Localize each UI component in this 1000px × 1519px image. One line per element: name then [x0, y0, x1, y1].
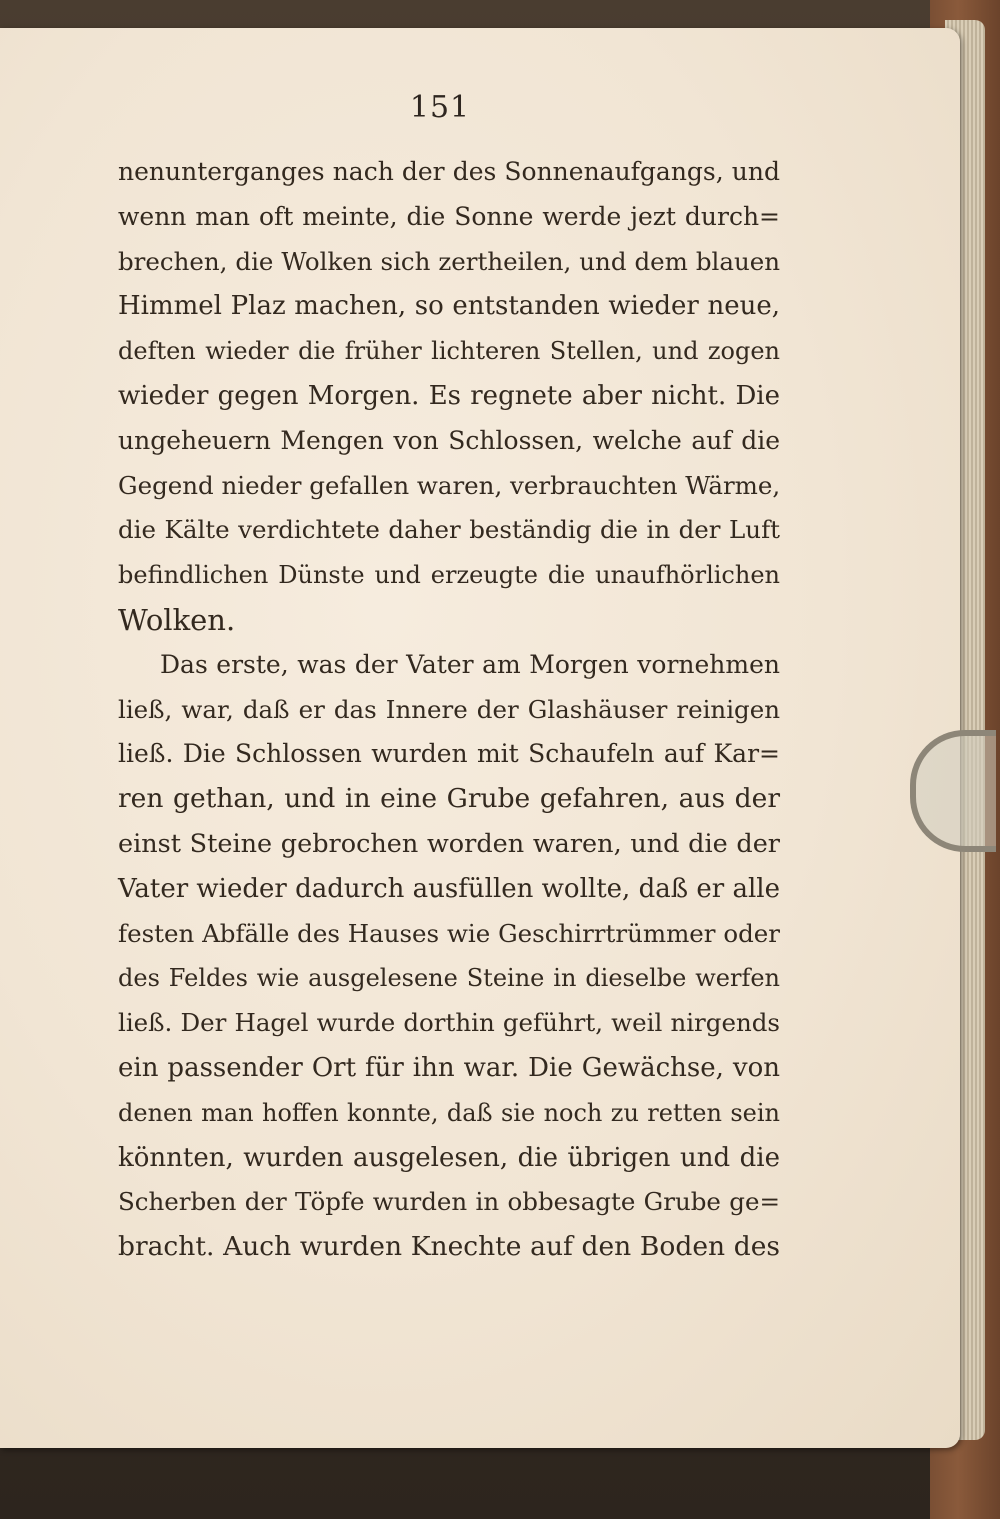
text-line: nenunterganges nach der des Sonnenaufgangs, und: [118, 157, 780, 186]
text-line: Vater wieder dadurch ausfüllen wollte, daß er alle: [118, 873, 780, 904]
text-line: wieder gegen Morgen. Es regnete aber nicht. Die: [118, 380, 780, 411]
text-line: ren gethan, und in eine Grube gefahren, aus der: [118, 783, 780, 815]
paragraph-start-line: Das erste, was der Vater am Morgen vornehmen: [160, 649, 780, 679]
text-line: bracht. Auch wurden Knechte auf den Boden des: [118, 1231, 780, 1263]
text-line: befindlichen Dünste und erzeugte die unaufhörlichen: [118, 561, 780, 590]
text-line: könnten, wurden ausgelesen, die übrigen und die: [118, 1142, 780, 1173]
text-line: ließ, war, daß er das Innere der Glashäuser reinigen: [118, 694, 780, 724]
text-line: denen man hoffen konnte, daß sie noch zu retten sein: [118, 1098, 780, 1127]
text-line: wenn man oft meinte, die Sonne werde jezt durch=: [118, 201, 780, 231]
text-line: Gegend nieder gefallen waren, verbrauchten Wärme,: [118, 470, 781, 500]
text-line: festen Abfälle des Hauses wie Geschirrtrümmer oder: [118, 918, 780, 948]
text-line: Himmel Plaz machen, so entstanden wieder neue,: [118, 291, 780, 322]
text-line: ungeheuern Mengen von Schlossen, welche auf die: [118, 425, 780, 455]
body-text: [118, 150, 780, 1270]
text-line: ließ. Die Schlossen wurden mit Schaufeln auf Kar=: [118, 739, 780, 769]
page-number: 151: [409, 90, 471, 125]
text-line: ließ. Der Hagel wurde dorthin geführt, weil nirgends: [118, 1008, 780, 1038]
text-line: die Kälte verdichtete daher beständig die in der Luft: [118, 515, 780, 545]
text-line: Wolken.: [118, 602, 236, 637]
text-line: einst Steine gebrochen worden waren, und die der: [118, 828, 780, 859]
text-line: brechen, die Wolken sich zertheilen, und dem blauen: [118, 246, 780, 276]
text-line: deften wieder die früher lichteren Stellen, und zogen: [118, 337, 780, 366]
text-line: des Feldes wie ausgelesene Steine in dieselbe werfen: [118, 964, 780, 993]
text-line: ein passender Ort für ihn war. Die Gewächse, von: [118, 1052, 780, 1083]
text-line: Scherben der Töpfe wurden in obbesagte Grube ge=: [118, 1187, 780, 1217]
